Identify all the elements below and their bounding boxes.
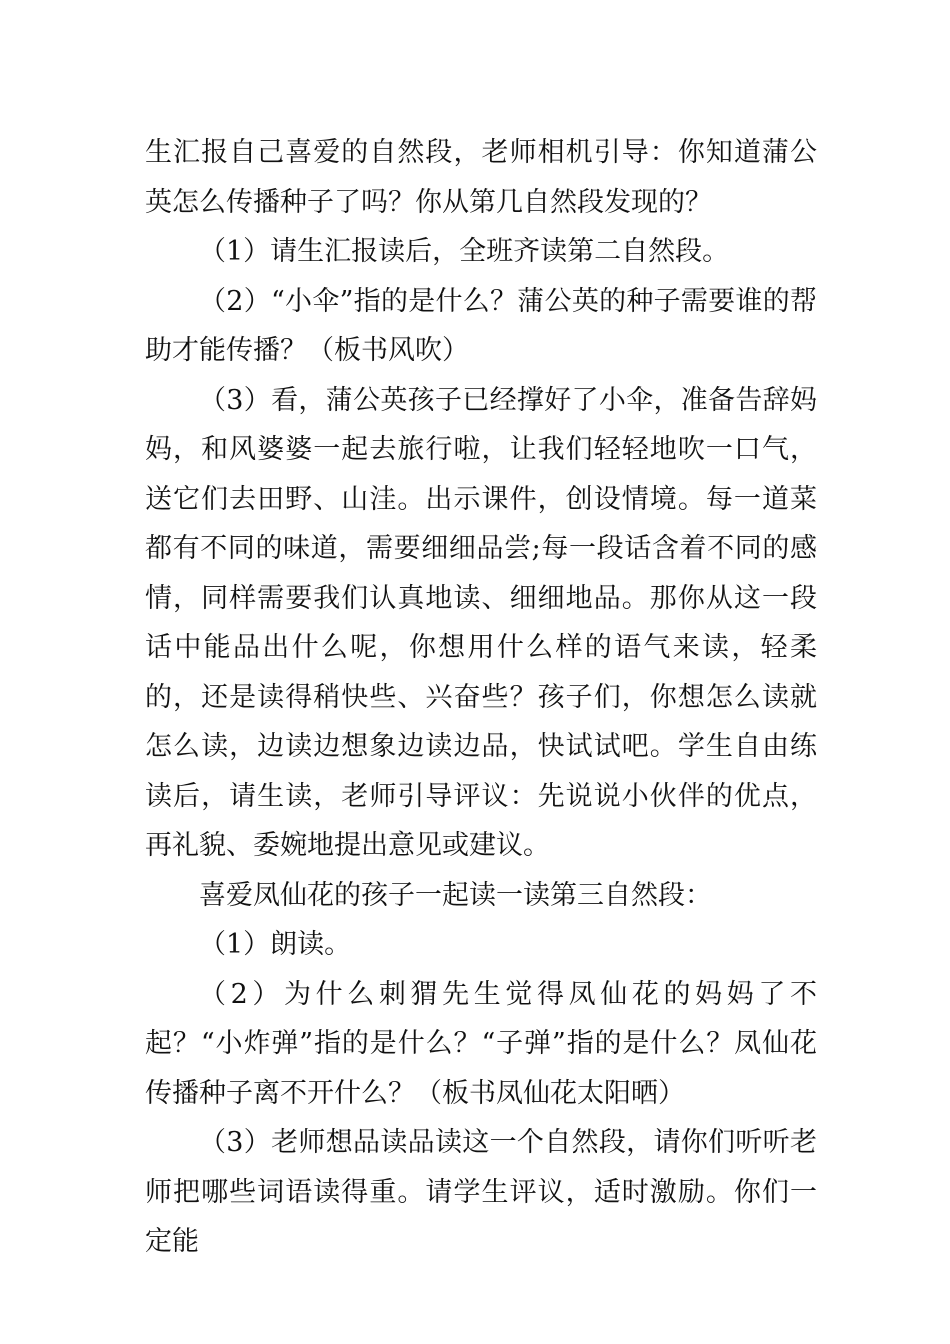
paragraph: （2）“小伞”指的是什么？蒲公英的种子需要谁的帮助才能传播？（板书风吹） — [145, 285, 817, 366]
paragraph: （1）请生汇报读后，全班齐读第二自然段。 — [199, 236, 730, 267]
paragraph: 喜爱凤仙花的孩子一起读一读第三自然段： — [199, 879, 712, 911]
paragraph: （2）为什么刺猬先生觉得凤仙花的妈妈了不起？“小炸弹”指的是什么？“子弹”指的是什么？凤仙花传播种子离不开什么？（板书凤仙花太阳晒） — [145, 978, 817, 1109]
paragraph: （3）看，蒲公英孩子已经撑好了小伞，准备告辞妈妈，和风婆婆一起去旅行啦，让我们轻轻地吹一口气，送它们去田野、山洼。出示课件，创设情境。每一道菜都有不同的味道，需要细细品尝;每一段话含着不同的感情，同样需要我们认真地读、细细地品。那你从这一段话中能品出什么呢，你想用什么样的语气来读，轻柔的，还是读得稍快些、兴奋些？孩子们，你想怎么读就怎么读，边读边想象边读边品，快试试吧。学生自由练读后，请生读，老师引导评议：先说说小伙伴的优点，再礼貌、委婉地提出意见或建议。 — [145, 384, 817, 861]
paragraph: （1）朗读。 — [199, 929, 352, 960]
paragraph: 生汇报自己喜爱的自然段，老师相机引导：你知道蒲公英怎么传播种子了吗？你从第几自然段发现的？ — [145, 137, 817, 218]
paragraph: （3）老师想品读品读这一个自然段，请你们听听老师把哪些词语读得重。请学生评议，适时激励。你们一定能 — [145, 1127, 817, 1257]
document-body — [145, 128, 817, 1267]
